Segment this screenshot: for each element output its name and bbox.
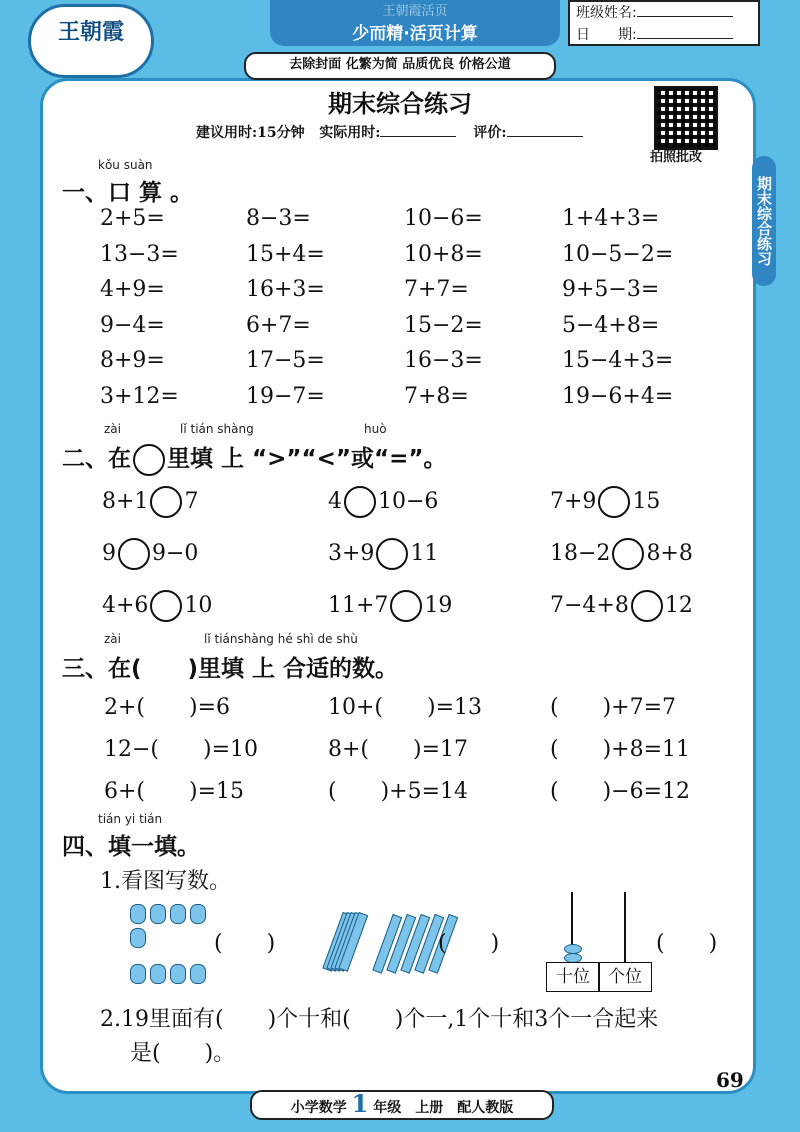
oral-calc-problem: 17−5=: [246, 348, 325, 373]
compare-left: 7+9: [550, 489, 597, 514]
footer-badge: [250, 1090, 554, 1120]
compare-problem: [328, 486, 438, 518]
oral-calc-problem: 8+9=: [100, 348, 165, 373]
candy-icon: [150, 904, 166, 924]
ones-label: 个位: [598, 962, 652, 992]
fill-number-problem[interactable]: ( )−6=12: [550, 779, 691, 804]
compare-circle-blank[interactable]: [631, 590, 663, 622]
compare-right: 10−6: [378, 489, 439, 514]
name-date-box: [568, 0, 760, 46]
name-blank: [637, 16, 733, 17]
oral-calc-problem: 19−6+4=: [562, 383, 674, 409]
name-label: 班级姓名:: [576, 5, 637, 21]
oral-calc-problem: 7+7=: [404, 277, 469, 302]
candy-icon: [190, 904, 206, 924]
section3-title: 三、在( )里填 上 合适的数。: [62, 656, 399, 682]
compare-problem: [102, 486, 198, 518]
oral-calc-problem: 15−4+3=: [562, 348, 674, 373]
oral-calc-problem: 6+7=: [246, 312, 311, 338]
oral-calc-problem: 16−3=: [404, 348, 483, 373]
fill-number-problem[interactable]: ( )+8=11: [550, 737, 691, 762]
compare-problem: [550, 538, 693, 570]
oral-calc-problem: 15−2=: [404, 312, 483, 338]
slogan-badge: 去除封面 化繁为简 品质优良 价格公道: [244, 52, 556, 80]
side-tab: 期末综合练习: [752, 156, 776, 286]
fill-number-problem[interactable]: 8+( )=17: [328, 737, 469, 762]
compare-right: 19: [424, 593, 453, 618]
actual-time-blank: [380, 136, 456, 137]
section1-pinyin: kǒu suàn: [98, 158, 153, 172]
candy-icon: [130, 964, 146, 984]
compare-left: 3+9: [328, 541, 375, 566]
compare-circle-blank[interactable]: [598, 486, 630, 518]
compare-right: 15: [632, 489, 661, 514]
section3-pinyin-rest: lǐ tiánshàng hé shì de shù: [204, 632, 358, 646]
fill-number-problem[interactable]: 10+( )=13: [328, 695, 483, 720]
date-blank: [637, 38, 733, 39]
answer-blank-sticks[interactable]: ( ): [438, 931, 500, 956]
compare-left: 4: [328, 489, 342, 514]
candy-icon: [130, 904, 146, 924]
fill-number-problem[interactable]: 2+( )=6: [104, 695, 231, 720]
candy-icon: [130, 928, 146, 948]
section2-pinyin-zai: zài: [104, 422, 121, 436]
oral-calc-problem: 13−3=: [100, 241, 179, 267]
ones-rod: [624, 892, 626, 962]
qr-code[interactable]: [654, 86, 718, 150]
compare-circle-blank[interactable]: [118, 538, 150, 570]
circle-symbol: [133, 444, 165, 476]
oral-calc-problem: 2+5=: [100, 206, 165, 231]
oral-calc-problem: 9+5−3=: [562, 277, 660, 302]
answer-blank-candies[interactable]: ( ): [214, 931, 276, 956]
compare-circle-blank[interactable]: [390, 590, 422, 622]
oral-calc-problem: 3+12=: [100, 383, 179, 409]
banner-top-text: 王朝霞活页: [382, 4, 448, 19]
section2-title: [62, 440, 447, 476]
compare-problem: [328, 590, 452, 622]
compare-problem: [550, 590, 693, 622]
oral-calc-problem: 1+4+3=: [562, 206, 660, 231]
oral-calc-problem: 9−4=: [100, 312, 165, 338]
compare-circle-blank[interactable]: [344, 486, 376, 518]
compare-right: 10: [184, 593, 213, 618]
brand-logo: [28, 4, 154, 78]
compare-circle-blank[interactable]: [376, 538, 408, 570]
footer-grade-rest: 年级 上册 配人教版: [373, 1100, 514, 1116]
stick-bundle: [316, 910, 346, 974]
compare-left: 9: [102, 541, 116, 566]
suggested-time: 建议用时:15分钟: [196, 125, 305, 141]
question-1: 1.看图写数。: [100, 869, 231, 894]
fill-number-problem[interactable]: 12−( )=10: [104, 737, 259, 762]
section3-pinyin-zai: zài: [104, 632, 121, 646]
compare-circle-blank[interactable]: [150, 486, 182, 518]
page-title: 期末综合练习: [328, 90, 472, 118]
compare-problem: [102, 590, 212, 622]
fill-number-problem[interactable]: 6+( )=15: [104, 779, 245, 804]
oral-calc-problem: 19−7=: [246, 383, 325, 409]
question-2-line1: 2.19里面有( )个十和( )个一,1个十和3个一合起来: [100, 1007, 659, 1032]
compare-left: 8+1: [102, 489, 149, 514]
fill-number-problem[interactable]: ( )+7=7: [550, 695, 677, 720]
footer-grade-number: 1: [351, 1089, 369, 1118]
fill-number-problem[interactable]: ( )+5=14: [328, 779, 469, 804]
candy-icon: [190, 964, 206, 984]
actual-time-label: 实际用时:: [319, 125, 381, 141]
candy-icon: [170, 964, 186, 984]
logo-text: 王朝霞: [57, 19, 124, 45]
sticks-picture: [316, 904, 436, 976]
compare-problem: [550, 486, 660, 518]
compare-left: 11+7: [328, 593, 389, 618]
date-label: 日 期:: [576, 27, 637, 43]
candy-icon: [150, 964, 166, 984]
oral-calc-problem: 10+8=: [404, 241, 483, 267]
compare-left: 4+6: [102, 593, 149, 618]
oral-calc-problem: 16+3=: [246, 277, 325, 302]
section2-title-rest: 里填 上 “>”“<”或“=”。: [167, 446, 447, 472]
section4-pinyin: tián yi tián: [98, 812, 163, 826]
oral-calc-problem: 8−3=: [246, 206, 311, 231]
candy-picture: [130, 904, 210, 988]
compare-problem: [328, 538, 438, 570]
compare-left: 7−4+8: [550, 593, 629, 618]
evaluation-blank: [507, 136, 583, 137]
section2-title-start: 二、在: [62, 446, 131, 472]
oral-calc-problem: 10−6=: [404, 206, 483, 231]
oral-calc-problem: 5−4+8=: [562, 312, 660, 338]
compare-right: 8+8: [646, 541, 693, 566]
oral-calc-problem: 4+9=: [100, 277, 165, 302]
tens-label: 十位: [546, 962, 600, 992]
compare-circle-blank[interactable]: [150, 590, 182, 622]
compare-circle-blank[interactable]: [612, 538, 644, 570]
time-info: [196, 122, 595, 142]
evaluation-label: 评价:: [473, 125, 507, 141]
compare-left: 18−2: [550, 541, 611, 566]
compare-problem: [102, 538, 198, 570]
abacus-picture: [546, 892, 652, 994]
section1-title: 一、口 算 。: [62, 180, 194, 206]
candy-icon: [170, 904, 186, 924]
page-number: 69: [716, 1068, 744, 1092]
banner-tagline: 少而精·活页计算: [352, 24, 478, 44]
answer-blank-abacus[interactable]: ( ): [656, 931, 718, 956]
qr-label: 拍照批改: [650, 150, 703, 165]
compare-right: 7: [184, 489, 199, 514]
compare-right: 12: [664, 593, 693, 618]
compare-right: 11: [410, 541, 439, 566]
compare-right: 9−0: [152, 541, 199, 566]
oral-calc-problem: 10−5−2=: [562, 241, 674, 267]
series-banner: [270, 0, 560, 46]
question-2-line2: 是( )。: [130, 1041, 236, 1066]
footer-subject: 小学数学: [290, 1100, 347, 1116]
section4-title: 四、填一填。: [62, 834, 200, 860]
oral-calc-problem: 7+8=: [404, 383, 469, 409]
section2-pinyin-li: lǐ tián shàng: [180, 422, 254, 436]
oral-calc-problem: 15+4=: [246, 241, 325, 267]
section2-pinyin-huo: huò: [364, 422, 387, 436]
